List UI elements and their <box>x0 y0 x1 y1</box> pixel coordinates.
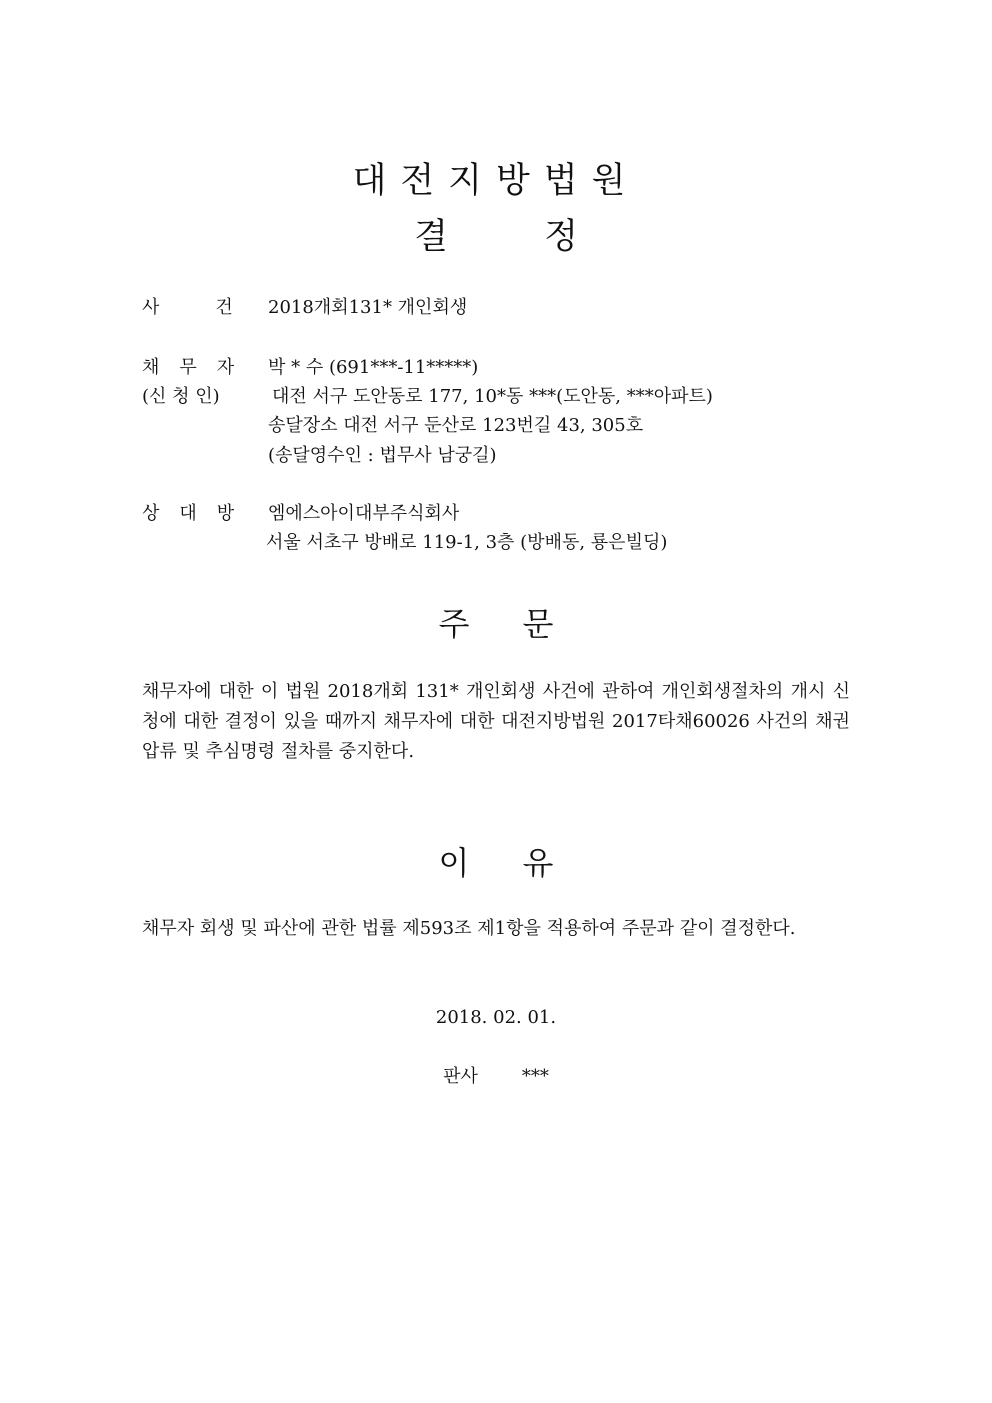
counterparty-label-char: 방 <box>216 503 235 524</box>
judge-signature <box>0 1065 992 1089</box>
judge-name: *** <box>521 1066 549 1087</box>
order-heading-char: 문 <box>522 605 554 643</box>
case-label-char: 건 <box>215 297 233 318</box>
counterparty-name: 엠에스아이대부주식회사 <box>268 503 460 524</box>
applicant-label: (신 청 인) <box>142 386 220 407</box>
counterparty-address: 서울 서초구 방배로 119-1, 3층 (방배동, 룡은빌딩) <box>266 532 668 553</box>
reason-heading-char: 이 <box>438 844 470 882</box>
document-type-title <box>0 214 992 260</box>
debtor-label-char: 채 <box>142 357 160 378</box>
case-label <box>142 296 233 320</box>
debtor-name: 박 * 수 (691***-11*****) <box>268 357 479 378</box>
reason-heading <box>0 842 992 884</box>
debtor-label-char: 자 <box>216 357 235 378</box>
case-number: 2018개회131* 개인회생 <box>268 297 468 318</box>
document-type-char: 결 <box>414 217 448 257</box>
court-name: 대전지방법원 <box>352 161 640 201</box>
order-heading-char: 주 <box>438 605 470 643</box>
order-heading <box>0 603 992 645</box>
document-type-char: 정 <box>544 217 578 257</box>
decision-date: 2018. 02. 01. <box>435 1007 557 1028</box>
order-text: 채무자에 대한 이 법원 2018개회 131* 개인회생 사건에 관하여 개인회생절차의 개시 신청에 대한 결정이 있을 때까지 채무자에 대한 대전지방법원 2017타채60026 사건의 채권압류 및 추심명령 절차를 중지한다. <box>142 681 850 762</box>
debtor-address: 대전 서구 도안동로 177, 10*동 ***(도안동, ***아파트) <box>272 386 713 407</box>
debtor-label <box>142 356 234 380</box>
case-label-char: 사 <box>142 297 160 318</box>
reason-heading-char: 유 <box>522 844 554 882</box>
debtor-label-char: 무 <box>179 357 197 378</box>
judge-label: 판사 <box>443 1066 478 1087</box>
reason-text: 채무자 회생 및 파산에 관한 법률 제593조 제1항을 적용하여 주문과 같이 결정한다. <box>142 918 796 939</box>
counterparty-label-char: 상 <box>142 503 160 524</box>
delivery-agent: (송달영수인 : 법무사 남궁길) <box>268 445 497 466</box>
delivery-address: 송달장소 대전 서구 둔산로 123번길 43, 305호 <box>268 415 644 436</box>
counterparty-label-char: 대 <box>179 503 197 524</box>
counterparty-label <box>142 502 234 526</box>
